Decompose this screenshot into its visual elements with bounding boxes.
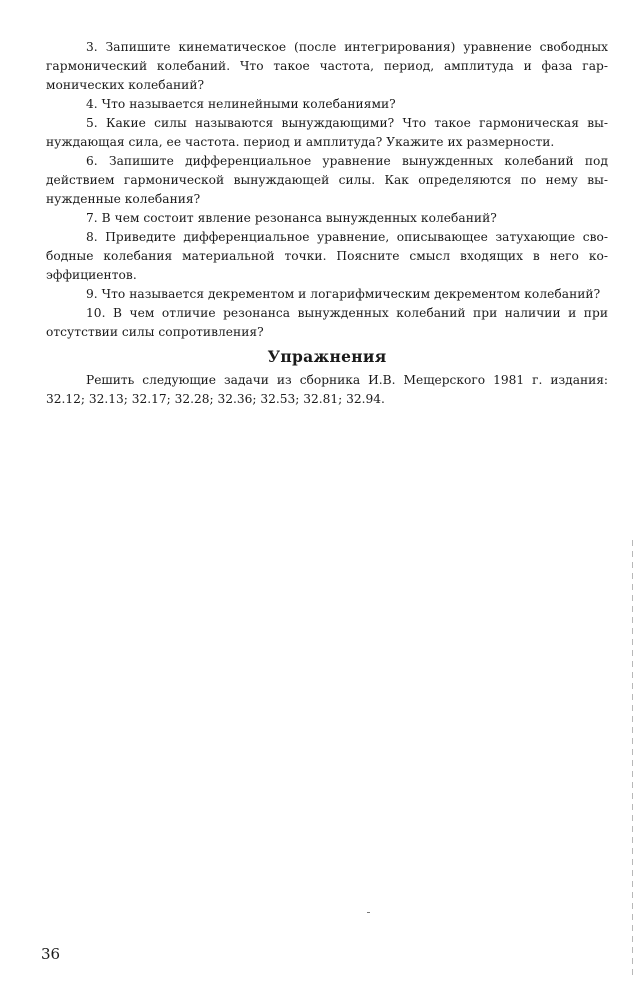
question-3: 3. Запишите кинематическое (после интегрирования) уравнение свободных гармонический колебаний. Что такое частота, период, амплитуда и фаза гармонических колебаний? — [46, 40, 608, 92]
scan-edge-line — [632, 540, 633, 980]
question-6: 6. Запишите дифференциальное уравнение вынужденных колебаний под действием гармонической вынуждающей силы. Как определяются по нему вынужденные колебания? — [46, 154, 608, 206]
page-number: 36 — [41, 945, 61, 963]
question-7: 7. В чем состоит явление резонанса вынужденных колебаний? — [86, 211, 497, 225]
question-10: 10. В чем отличие резонанса вынужденных колебаний при наличии и при отсутствии силы сопротивления? — [46, 306, 608, 339]
question-5: 5. Какие силы называются вынуждающими? Что такое гармоническая вынуждающая сила, ее частота. период и амплитуда? Укажите их размерности. — [46, 116, 608, 149]
page-content — [46, 38, 608, 409]
scan-speck — [367, 912, 370, 913]
question-4: 4. Что называется нелинейными колебаниями? — [86, 97, 396, 111]
exercises-text: Решить следующие задачи из сборника И.В. Мещерского 1981 г. издания: 32.12; 32.13; 32.17; 32.28; 32.36; 32.53; 32.81; 32.94. — [46, 373, 608, 406]
exercises-heading: Упражнения — [267, 347, 387, 366]
question-8: 8. Приведите дифференциальное уравнение, описывающее затухающие свободные колебания материальной точки. Поясните смысл входящих в него коэффициентов. — [46, 230, 608, 282]
question-9: 9. Что называется декрементом и логарифмическим декрементом колебаний? — [86, 287, 601, 301]
